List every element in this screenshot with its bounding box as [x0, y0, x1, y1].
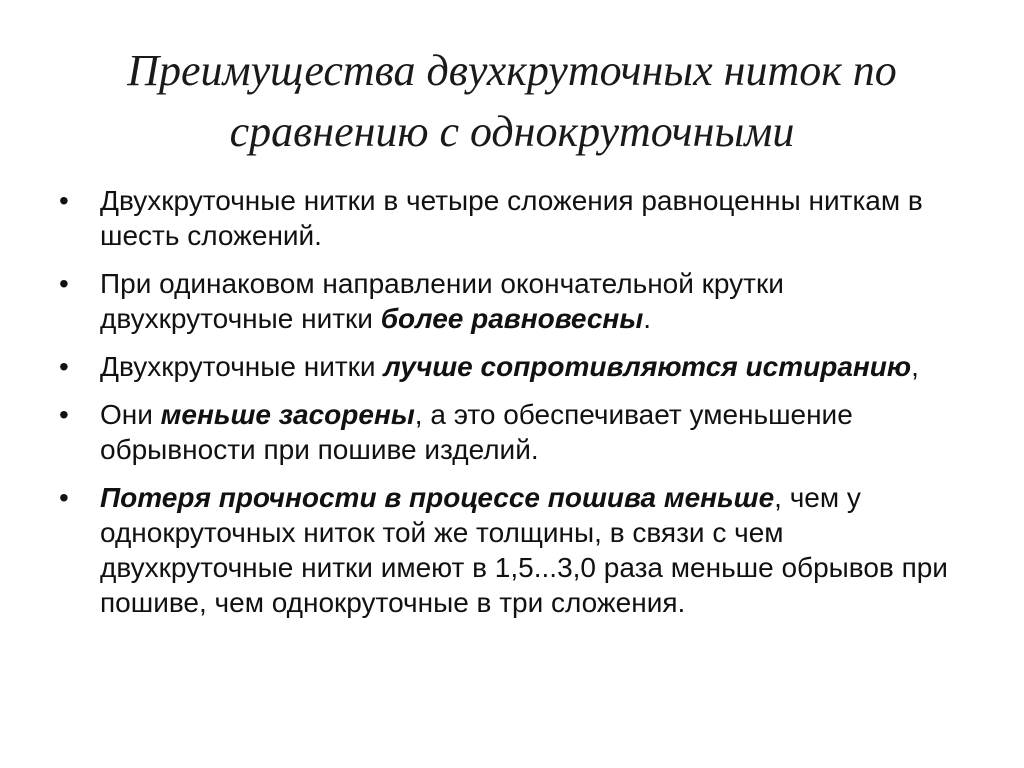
- bullet-text: [100, 482, 948, 618]
- emphasized-text: более равновесны: [380, 303, 644, 334]
- bullet-text-segment: ,: [911, 351, 919, 382]
- bullet-text-segment: Двухкруточные нитки: [100, 351, 384, 382]
- bullet-text: [100, 399, 853, 465]
- bullet-text: [100, 185, 923, 251]
- bullet-text-segment: Двухкруточные нитки в четыре сложения равноценны ниткам в шесть сложений.: [100, 185, 923, 251]
- bullet-text: [100, 268, 784, 334]
- bullet-text-segment: , а это обеспечивает уменьшение обрывности при пошиве изделий.: [100, 399, 853, 465]
- bullet-text-segment: При одинаковом направлении окончательной крутки двухкруточные нитки: [100, 268, 784, 334]
- bullet-marker: •: [59, 482, 69, 513]
- bullet-text-segment: , чем у однокруточных ниток той же толщины, в связи с чем двухкруточные нитки имеют в 1,5...3,0 раза меньше обрывов при пошиве, чем однокруточные в три сложения.: [100, 482, 948, 618]
- bullet-text-segment: .: [643, 303, 652, 334]
- bullet-item: [56, 183, 976, 253]
- emphasized-text: меньше засорены: [160, 399, 415, 430]
- slide-title: Преимущества двухкруточных ниток по сравнению с однокруточными: [127, 46, 897, 156]
- bullet-list: [56, 183, 976, 633]
- bullet-marker: •: [59, 185, 69, 216]
- bullet-marker: •: [59, 268, 69, 299]
- emphasized-text: Потеря прочности в процессе пошива меньше: [100, 482, 775, 513]
- bullet-text-segment: Они: [100, 399, 161, 430]
- emphasized-text: лучше сопротивляются истиранию: [383, 351, 912, 382]
- bullet-item: [56, 266, 976, 336]
- bullet-text: [100, 351, 919, 382]
- bullet-item: [56, 397, 976, 467]
- bullet-marker: •: [59, 399, 69, 430]
- bullet-item: [56, 349, 976, 384]
- bullet-item: [56, 480, 976, 620]
- bullet-marker: •: [59, 351, 69, 382]
